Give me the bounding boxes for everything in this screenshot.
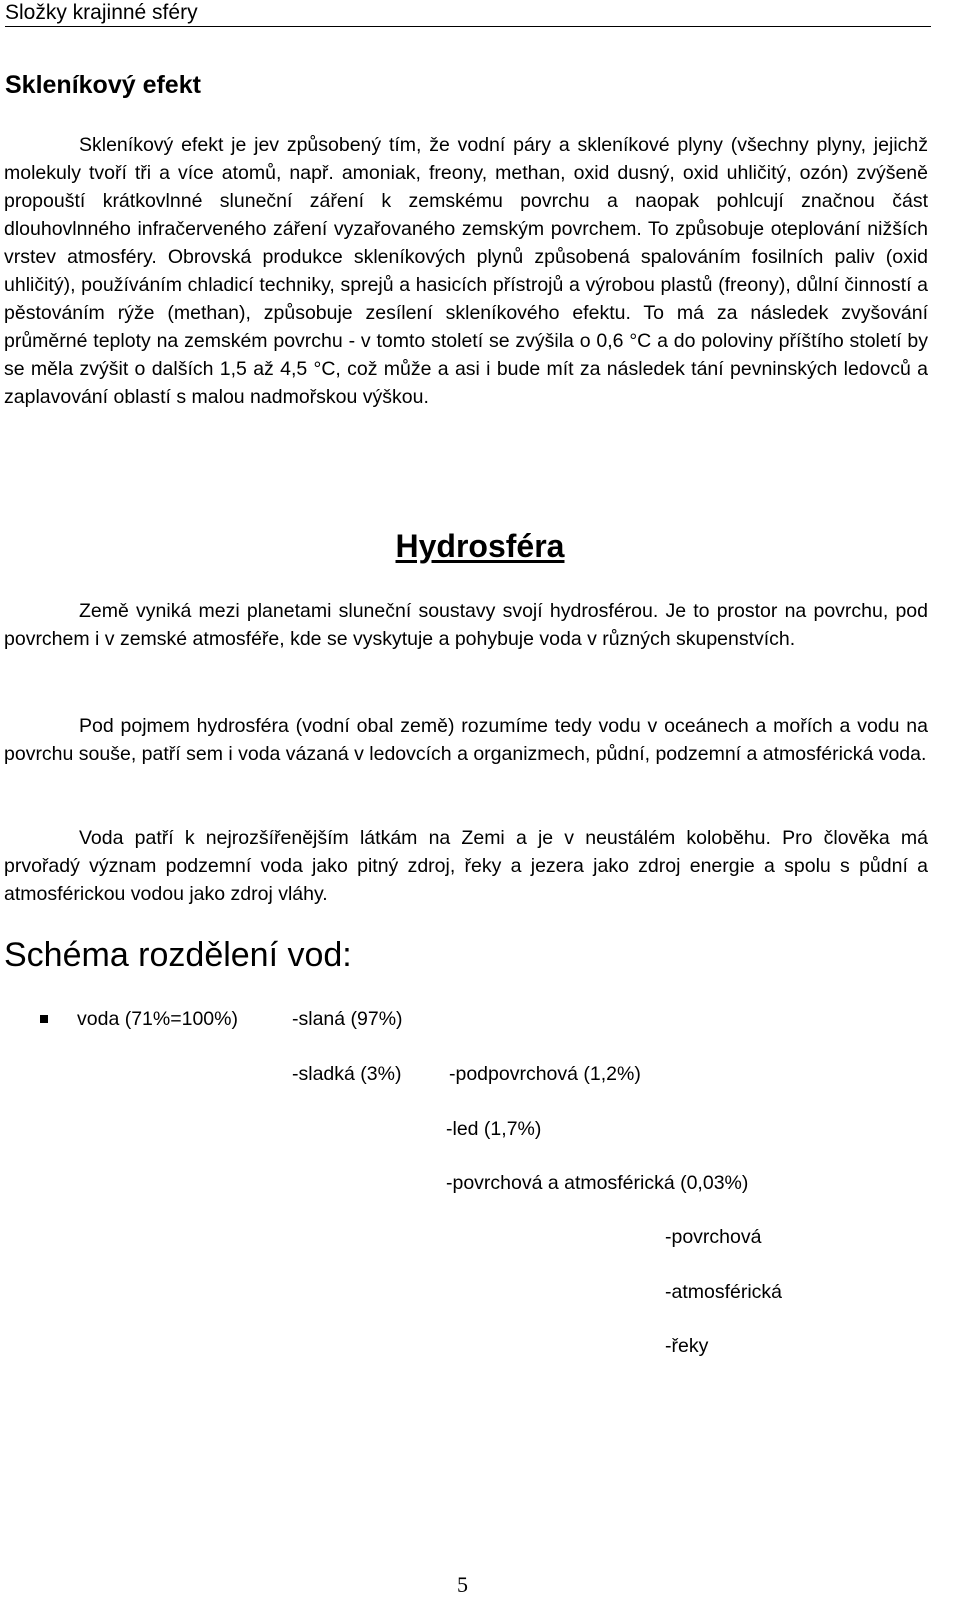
- schema-item-rivers: -řeky: [665, 1335, 709, 1357]
- schema-item-underground: -podpovrchová (1,2%): [449, 1063, 641, 1085]
- greenhouse-paragraph: Skleníkový efekt je jev způsobený tím, že vodní páry a skleníkové plyny (všechny plyny, jejichž molekuly tvoří tři a více atomů, např. amoniak, freony, methan, oxid dusný, oxid uhličitý, ozón) zvýšeně propouští krátkovlnné sluneční záření k zemskému povrchu a naopak pohlcují značnou část dlouhovlnného infračerveného záření vyzařovaného zemským povrchem. To způsobuje oteplování nižších vrstev atmosféry. Obrovská produkce skleníkových plynů způsobená spalováním fosilních paliv (oxid uhličitý), používáním chladicí techniky, sprejů a hasicích přístrojů a výrobou plastů (freony), důlní činností a pěstováním rýže (methan), způsobuje zesílení skleníkového efektu. To má za následek zvyšování průměrné teploty na zemském povrchu - v tomto století se zvýšila o 0,6 °C a do poloviny příštího století by se měla zvýšit o dalších 1,5 až 4,5 °C, což může a asi i bude mít za následek tání pevninských ledovců a zaplavování oblastí s malou nadmořskou výškou.: [4, 134, 928, 408]
- greenhouse-heading: Skleníkový efekt: [5, 71, 201, 99]
- hydrosphere-paragraph-2: Pod pojmem hydrosféra (vodní obal země) rozumíme tedy vodu v oceánech a mořích a vodu na povrchu souše, patří sem i voda vázaná v ledovcích a organizmech, půdní, podzemní a atmosférická voda.: [4, 715, 928, 765]
- schema-item-atmospheric: -atmosférická: [665, 1281, 783, 1303]
- schema-title: Schéma rozdělení vod:: [4, 936, 352, 974]
- schema-item-surface-atmo: -povrchová a atmosférická (0,03%): [446, 1172, 749, 1194]
- schema-item-water: voda (71%=100%): [77, 1008, 238, 1030]
- hydrosphere-paragraph-3: Voda patří k nejrozšířenějším látkám na Zemi a je v neustálém koloběhu. Pro člověka má prvořadý význam podzemní voda jako pitný zdroj, řeky a jezera jako zdroj energie a spolu s půdní a atmosférickou vodou jako zdroj vláhy.: [4, 827, 928, 905]
- page-header: Složky krajinné sféry: [5, 2, 931, 27]
- schema-item-fresh: -sladká (3%): [292, 1063, 402, 1085]
- schema-item-surface: -povrchová: [665, 1226, 762, 1248]
- hydrosphere-heading: Hydrosféra: [395, 528, 565, 564]
- schema-item-ice: -led (1,7%): [446, 1118, 542, 1140]
- schema-item-salt: -slaná (97%): [292, 1008, 403, 1030]
- page-number: 5: [457, 1572, 468, 1597]
- hydrosphere-paragraph-1: Země vyniká mezi planetami sluneční soustavy svojí hydrosférou. Je to prostor na povrchu, pod povrchem i v zemské atmosféře, kde se vyskytuje a pohybuje voda v různých skupenstvích.: [4, 600, 928, 650]
- hydrosphere-heading-wrap: [0, 528, 960, 565]
- bullet-square-icon: [40, 1015, 48, 1023]
